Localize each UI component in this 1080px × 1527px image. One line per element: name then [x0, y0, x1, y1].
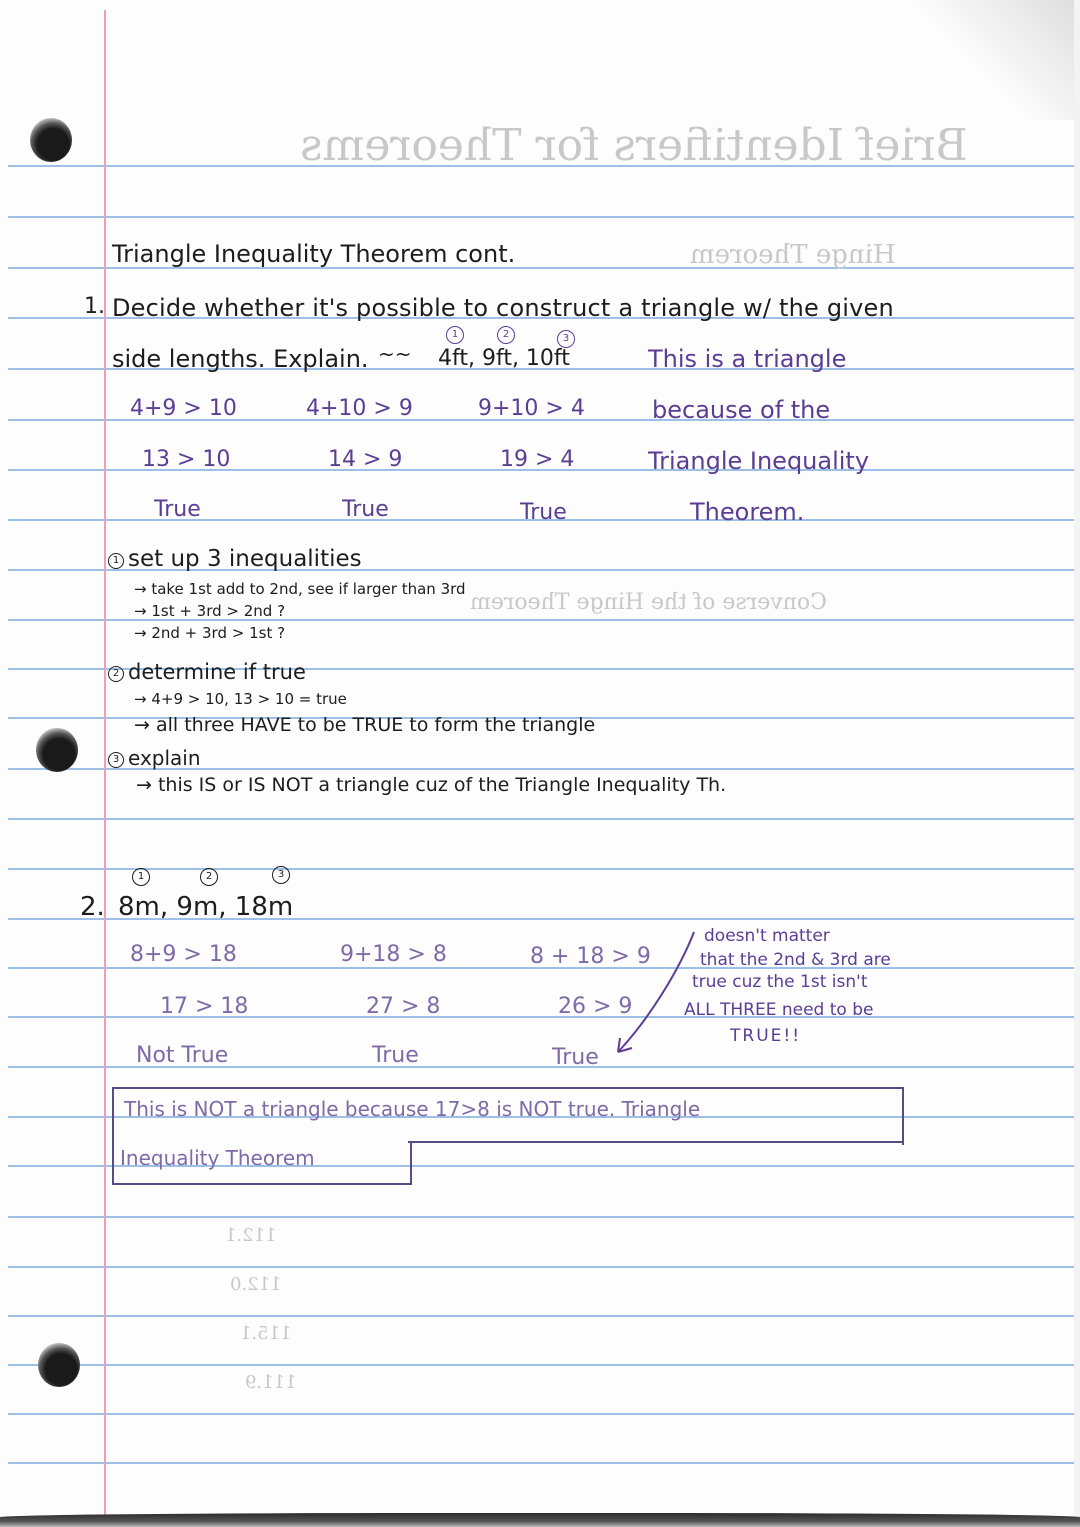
side-marker: 1: [132, 868, 150, 886]
problem-prompt: side lengths. Explain.: [112, 345, 369, 373]
step-marker: 3: [108, 752, 124, 768]
inequality-result: 14 > 9: [328, 447, 403, 472]
inequality-verdict: True: [342, 497, 389, 522]
rule-line: [8, 1216, 1074, 1218]
step-marker: 2: [108, 666, 124, 682]
problem-number: 1.: [84, 294, 105, 319]
conclusion-line: This is a triangle: [648, 345, 847, 373]
boxed-answer: Inequality Theorem: [120, 1146, 315, 1170]
problem-number: 2.: [80, 892, 105, 922]
arrow-icon: [590, 928, 700, 1068]
show-through-heading: Converse of the Hinge Theorem: [470, 590, 827, 615]
step-marker: 1: [108, 553, 124, 569]
show-through-option: 112.1: [225, 1225, 277, 1246]
inequality-verdict: True: [520, 500, 567, 525]
inequality-result: 17 > 18: [160, 994, 249, 1019]
step-note: → take 1st add to 2nd, see if larger than 3rd: [134, 580, 466, 598]
inequality-expr: 8 + 18 > 9: [530, 944, 651, 969]
inequality-expr: 9+18 > 8: [340, 942, 447, 967]
inequality-result: 27 > 8: [366, 994, 441, 1019]
step-heading: explain: [128, 746, 201, 770]
step-note: → 1st + 3rd > 2nd ?: [134, 602, 286, 620]
show-through-option: 111.9: [245, 1372, 297, 1393]
inequality-verdict: True: [552, 1045, 599, 1070]
rule-line: [8, 1413, 1074, 1415]
boxed-answer: This is NOT a triangle because 17>8 is NOT true. Triangle: [124, 1097, 701, 1121]
side-marker: 2: [200, 868, 218, 886]
inequality-verdict: Not True: [136, 1043, 229, 1068]
show-through-title: Brief Identifiers for Theorems: [300, 120, 968, 171]
side-marker: 2: [497, 326, 515, 344]
show-through-option: 115.1: [240, 1323, 292, 1344]
step-heading: determine if true: [128, 660, 306, 684]
inequality-expr: 4+9 > 10: [130, 396, 237, 421]
step-note: → this IS or IS NOT a triangle cuz of the Triangle Inequality Th.: [136, 774, 727, 796]
inequality-result: 13 > 10: [142, 447, 231, 472]
inequality-expr: 8+9 > 18: [130, 942, 237, 967]
conclusion-line: because of the: [652, 396, 831, 424]
problem-prompt: Decide whether it's possible to construct a triangle w/ the given: [112, 294, 894, 322]
step-note: → 4+9 > 10, 13 > 10 = true: [134, 690, 347, 708]
conclusion-line: Triangle Inequality: [648, 447, 870, 475]
step-heading: set up 3 inequalities: [128, 546, 362, 572]
conclusion-line: Theorem.: [690, 498, 805, 526]
side-note-line: doesn't matter: [704, 926, 830, 946]
inequality-result: 19 > 4: [500, 447, 575, 472]
rule-line: [8, 1315, 1074, 1317]
rule-line: [8, 1364, 1074, 1366]
inequality-result: 26 > 9: [558, 994, 633, 1019]
show-through-heading: Hinge Theorem: [690, 240, 896, 270]
side-note-line: ALL THREE need to be: [684, 1000, 874, 1020]
side-lengths: 4ft, 9ft, 10ft: [438, 346, 570, 371]
rule-line: [8, 1462, 1074, 1464]
side-marker: 3: [557, 330, 575, 348]
inequality-verdict: True: [372, 1043, 419, 1068]
margin-line: [104, 10, 106, 1515]
squiggle-arrow: ~~: [378, 342, 412, 366]
punch-hole: [30, 118, 72, 162]
inequality-verdict: True: [154, 497, 201, 522]
rule-line: [8, 818, 1074, 820]
side-note-line: TRUE!!: [730, 1026, 802, 1046]
side-lengths: 8m, 9m, 18m: [118, 892, 294, 922]
page-bottom-edge: [0, 1513, 1080, 1527]
side-marker: 3: [272, 866, 290, 884]
side-note-line: true cuz the 1st isn't: [692, 972, 868, 992]
side-note-line: that the 2nd & 3rd are: [700, 950, 891, 970]
punch-hole: [36, 728, 78, 772]
page-title: Triangle Inequality Theorem cont.: [112, 240, 516, 268]
inequality-expr: 9+10 > 4: [478, 396, 585, 421]
show-through-option: 112.0: [230, 1274, 282, 1295]
punch-hole: [38, 1343, 80, 1387]
rule-line: [8, 868, 1074, 870]
step-note: → 2nd + 3rd > 1st ?: [134, 624, 286, 642]
inequality-expr: 4+10 > 9: [306, 396, 413, 421]
side-marker: 1: [446, 326, 464, 344]
answer-box-divider: [408, 1141, 902, 1143]
rule-line: [8, 1266, 1074, 1268]
rule-line: [8, 216, 1074, 218]
step-note: → all three HAVE to be TRUE to form the triangle: [134, 714, 596, 736]
